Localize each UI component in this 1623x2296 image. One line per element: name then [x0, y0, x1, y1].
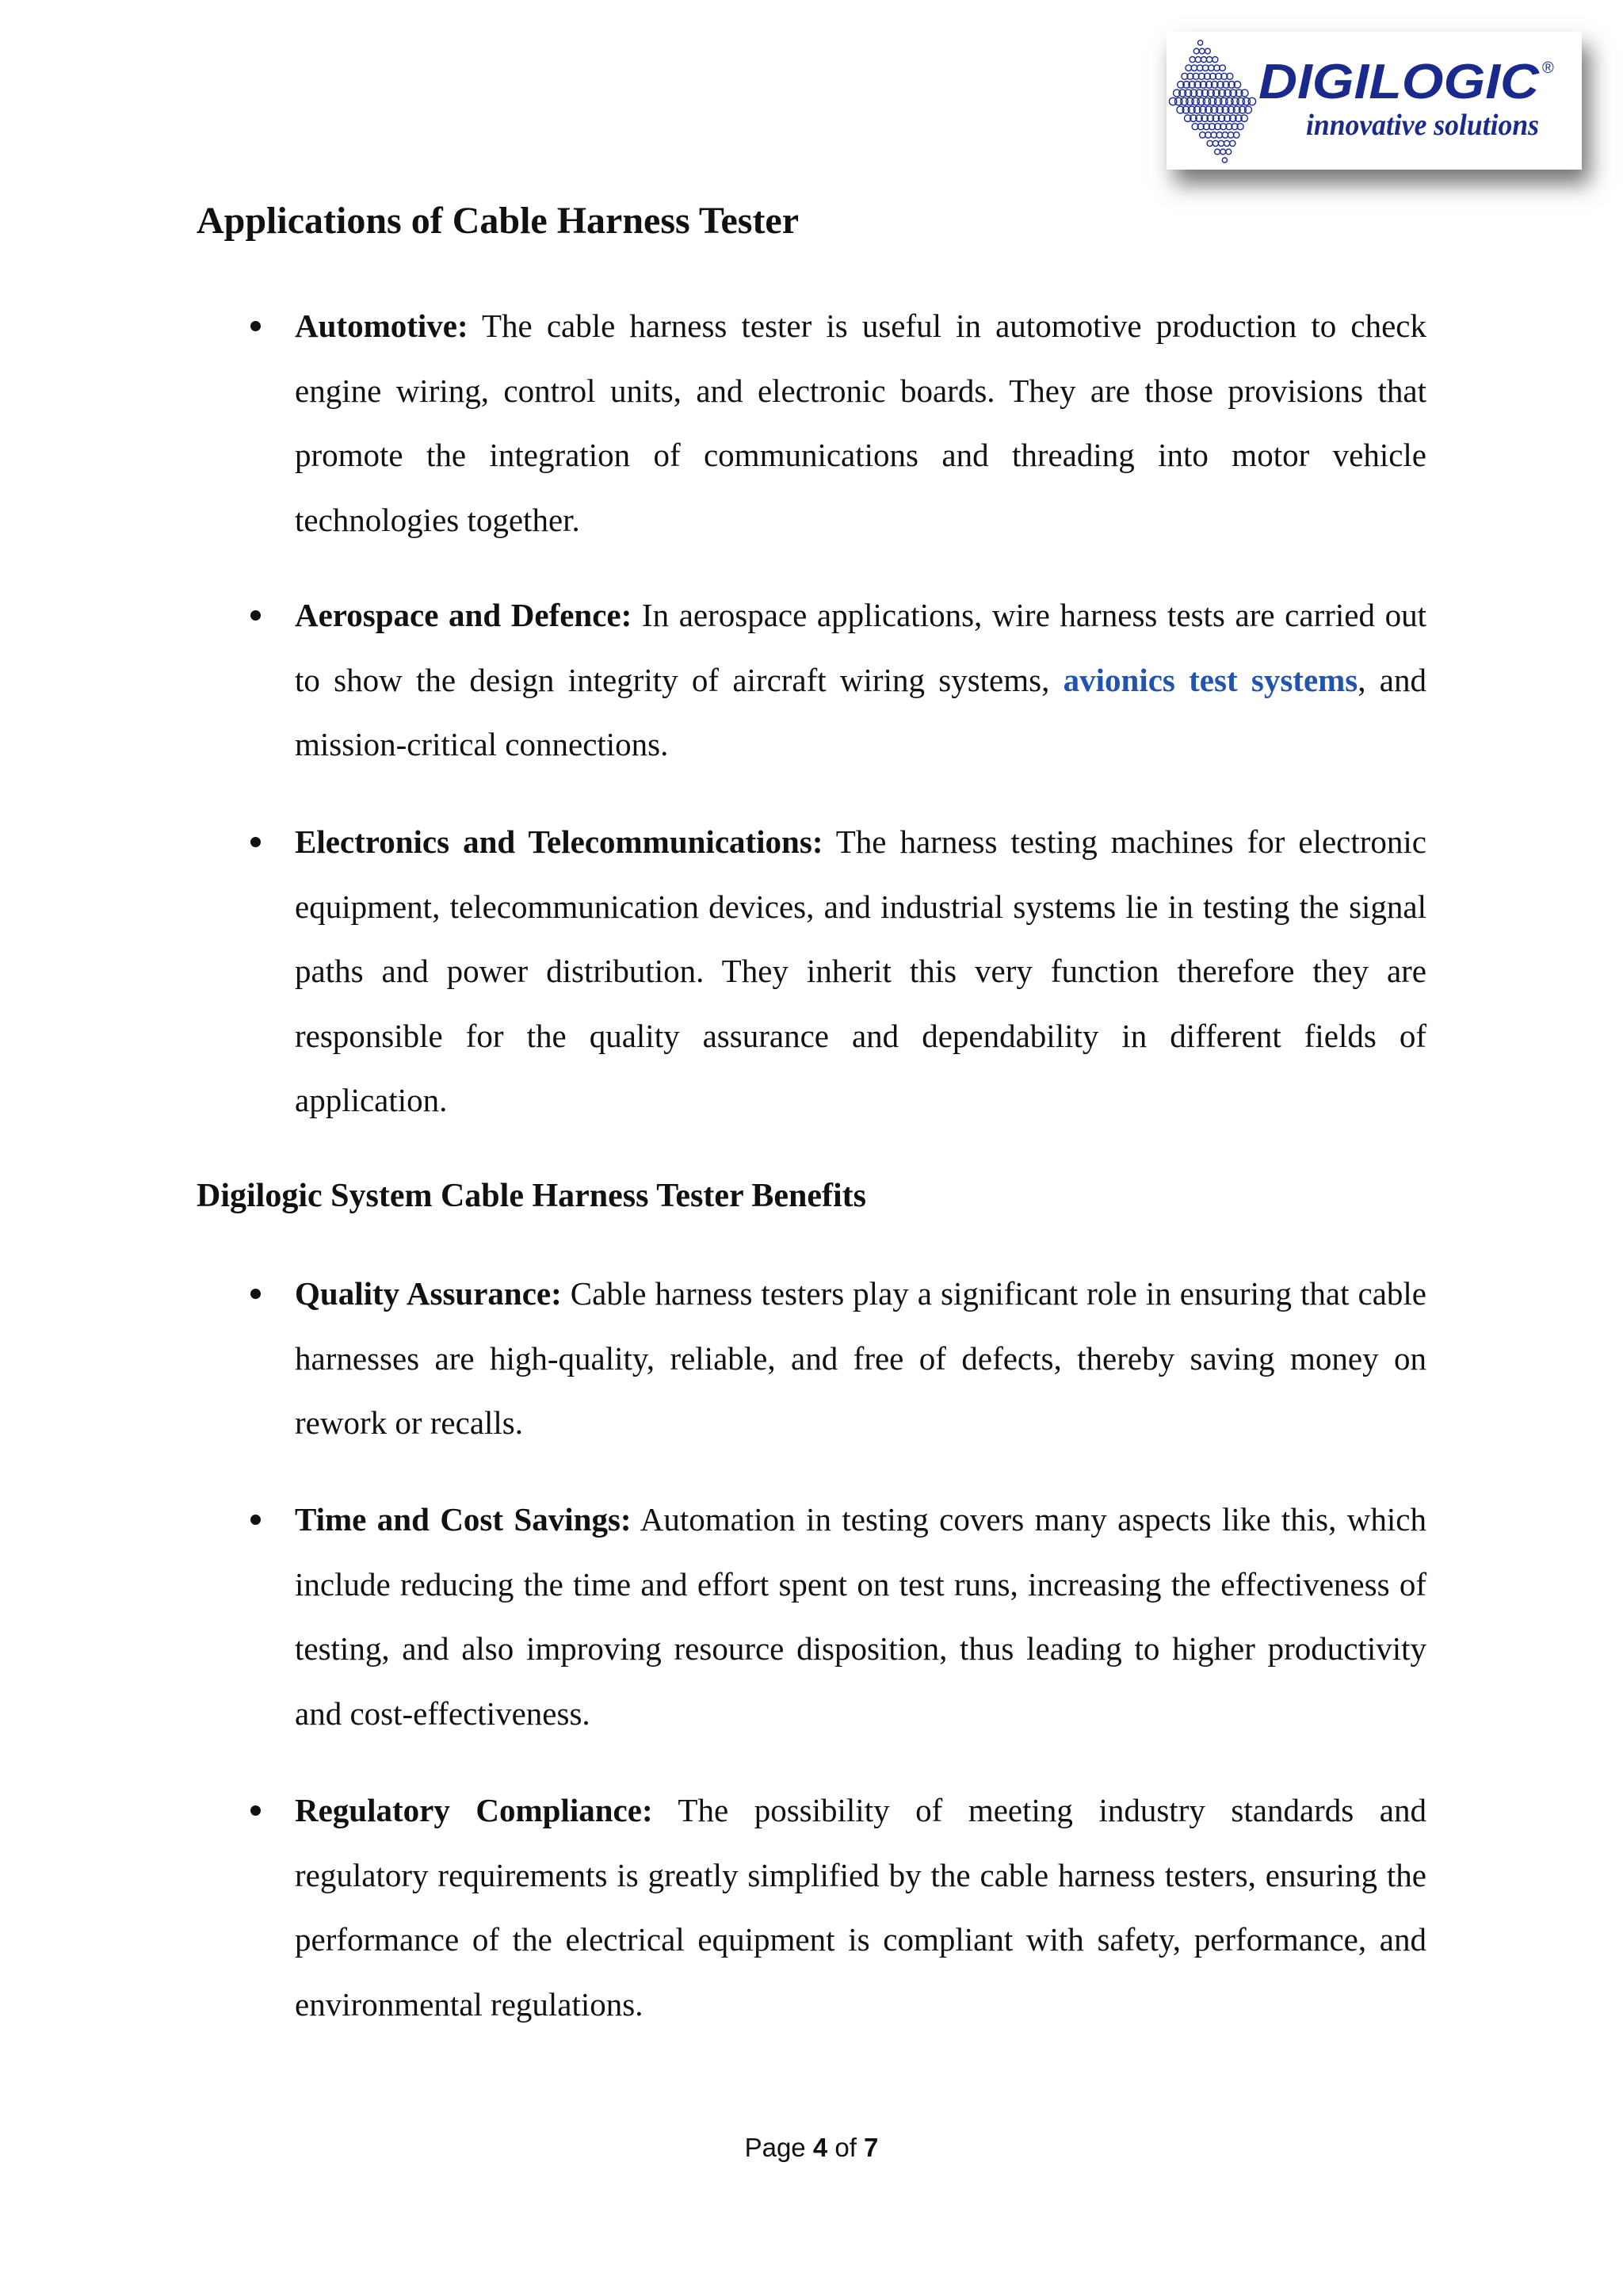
bullet-icon	[250, 610, 261, 621]
bullet-icon	[250, 1515, 261, 1525]
bullet-icon	[250, 1289, 261, 1299]
list-item-aerospace	[295, 583, 1426, 777]
logo-dot	[1207, 140, 1212, 146]
logo-graphic	[1167, 32, 1582, 170]
page-footer	[0, 2130, 1623, 2165]
logo-brand-text: DIGILOGIC	[1258, 55, 1541, 109]
logo-dot	[1222, 158, 1227, 162]
avionics-test-systems-link[interactable]: avionics test systems	[1063, 661, 1358, 698]
logo-dot-mark	[1169, 40, 1255, 162]
page-word: Page	[744, 2133, 813, 2162]
list-item-quality-assurance	[295, 1262, 1426, 1456]
logo-dot	[1248, 97, 1255, 105]
current-page-number: 4	[812, 2133, 828, 2162]
item-text: The cable harness tester is useful in automotive production to check engine wiring, control units, and electronic boards. They are those provisions that promote the integration of communications and threading into motor vehicle technologies together.	[295, 308, 1426, 538]
logo-dot	[1199, 48, 1205, 54]
item-text: The possibility of meeting industry standards and regulatory requirements is greatly simplified by the cable harness testers, ensuring the performance of the electrical equipment is compliant with safety, performance, and environmental regulations.	[295, 1792, 1426, 2023]
item-text: Automation in testing covers many aspects like this, which include reducing the time and effort spent on test runs, increasing the effectiveness of testing, and also improving resource disposition, thus leading to higher productivity and cost-effectiveness.	[295, 1501, 1427, 1732]
list-item-regulatory-compliance	[295, 1778, 1426, 2037]
bullet-icon	[250, 1805, 261, 1816]
item-term: Electronics and Telecommunications:	[295, 823, 823, 860]
logo-dot	[1198, 40, 1203, 45]
item-text: Cable harness testers play a significant role in ensuring that cable harnesses are high-quality, reliable, and free of defects, thereby saving money on rework or recalls.	[295, 1275, 1426, 1441]
item-term: Time and Cost Savings:	[295, 1501, 632, 1538]
logo-dot	[1193, 48, 1199, 54]
logo-dot	[1205, 48, 1211, 54]
item-text: In aerospace applications, wire harness tests are carried out to show the design integrity of aircraft wiring systems,	[295, 597, 1426, 698]
logo-dot	[1212, 140, 1218, 146]
logo-dot	[1226, 149, 1232, 155]
list-item-automotive	[295, 294, 1426, 552]
logo-dot	[1212, 57, 1218, 63]
item-term: Regulatory Compliance:	[295, 1792, 653, 1828]
logo-dot	[1190, 57, 1195, 63]
bullet-icon	[250, 837, 261, 847]
logo-dot	[1195, 57, 1201, 63]
company-logo	[1167, 32, 1582, 170]
logo-registered-mark: ®	[1542, 59, 1554, 77]
list-item-electronics	[295, 810, 1426, 1133]
logo-dot	[1224, 140, 1230, 146]
list-item-time-cost-savings	[295, 1488, 1426, 1746]
item-text: The harness testing machines for electronic equipment, telecommunication devices, and industrial systems lie in testing the signal paths and power distribution. They inherit this very function therefore they are responsible for the quality assurance and dependability in different fields of application.	[295, 823, 1427, 1118]
logo-dot	[1201, 57, 1206, 63]
item-term: Automotive:	[295, 308, 468, 344]
logo-dot	[1215, 149, 1220, 155]
logo-dot	[1207, 57, 1212, 63]
logo-dot	[1220, 149, 1226, 155]
item-term: Aerospace and Defence:	[295, 597, 632, 633]
bullet-icon	[250, 321, 261, 331]
benefits-heading: Digilogic System Cable Harness Tester Benefits	[197, 1178, 867, 1214]
item-term: Quality Assurance:	[295, 1275, 562, 1312]
logo-tagline: innovative solutions	[1306, 109, 1539, 142]
page-heading: Applications of Cable Harness Tester	[197, 200, 800, 242]
total-page-number: 7	[864, 2133, 879, 2162]
logo-dot	[1218, 140, 1224, 146]
logo-dot	[1230, 140, 1235, 146]
of-word: of	[827, 2133, 865, 2162]
item-text: , and mission-critical connections.	[295, 661, 1426, 762]
